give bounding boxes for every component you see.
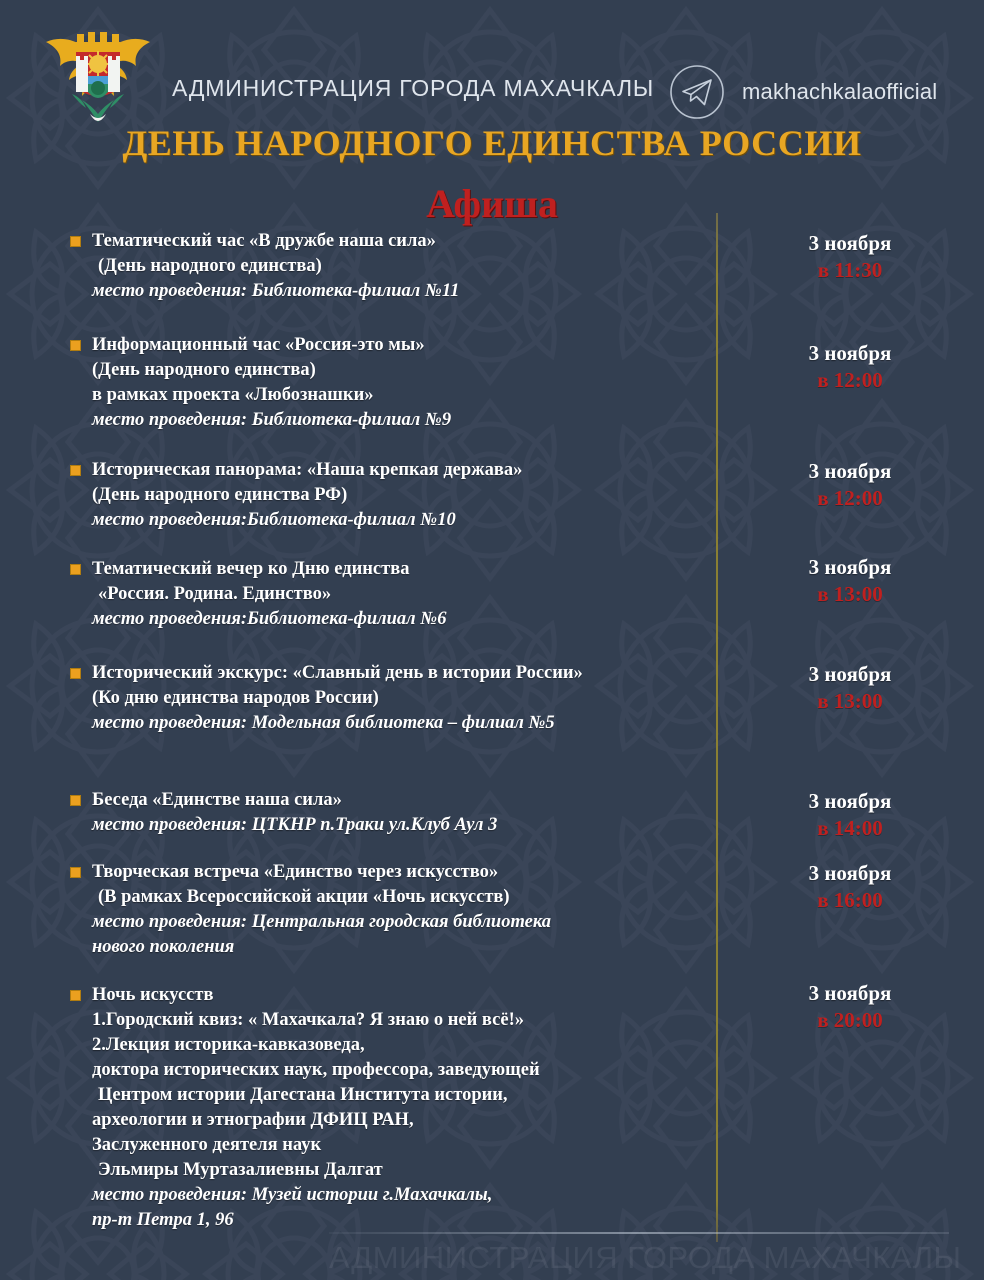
event-detail: (День народного единства РФ): [92, 485, 348, 505]
page-title: ДЕНЬ НАРОДНОГО ЕДИНСТВА РОССИИ: [122, 123, 862, 163]
event-detail: 2.Лекция историка-кавказоведа,: [92, 1035, 365, 1055]
page-subtitle: Афиша: [426, 181, 558, 226]
event-date: 3 ноября: [808, 555, 892, 579]
event-venue: место проведения: Библиотека-филиал №11: [92, 281, 460, 301]
event-venue: место проведения: ЦТКНР п.Траки ул.Клуб Аул 3: [92, 815, 498, 835]
event-venue: нового поколения: [92, 937, 235, 957]
organization-title: АДМИНИСТРАЦИЯ ГОРОДА МАХАЧКАЛЫ: [172, 75, 655, 101]
event-time: в 14:00: [817, 816, 883, 840]
event-venue: место проведения: Музей истории г.Махачкалы,: [92, 1185, 493, 1205]
event-venue: место проведения: Центральная городская библиотека: [92, 912, 551, 932]
bullet-square-icon: [70, 340, 81, 351]
event-detail: «Россия. Родина. Единство»: [98, 584, 332, 604]
bullet-square-icon: [70, 795, 81, 806]
telegram-handle-label: makhachkalaofficial: [742, 79, 938, 104]
event-text-lines: [92, 229, 710, 304]
event-title: Информационный час «Россия-это мы»: [92, 335, 425, 355]
event-title: Ночь искусств: [92, 985, 214, 1005]
event-venue: место проведения:Библиотека-филиал №10: [92, 510, 456, 530]
event-date: 3 ноября: [808, 789, 892, 813]
event-time: в 16:00: [817, 888, 883, 912]
event-item: [70, 333, 710, 433]
event-item: [70, 661, 710, 736]
event-item: [70, 860, 710, 960]
event-venue: место проведения: Библиотека-филиал №9: [92, 410, 452, 430]
event-time: в 11:30: [817, 258, 883, 282]
poster-header: [0, 24, 984, 116]
event-time: в 12:00: [817, 368, 883, 392]
event-time: в 13:00: [817, 689, 883, 713]
event-detail: Центром истории Дагестана Института истории,: [98, 1085, 508, 1105]
event-schedule: [716, 230, 984, 284]
event-schedule: [716, 554, 984, 608]
event-title: Творческая встреча «Единство через искусство»: [92, 862, 499, 882]
bullet-square-icon: [70, 465, 81, 476]
event-date: 3 ноября: [808, 231, 892, 255]
footer-watermark: АДМИНИСТРАЦИЯ ГОРОДА МАХАЧКАЛЫ: [329, 1240, 962, 1275]
event-date: 3 ноября: [808, 981, 892, 1005]
bullet-square-icon: [70, 867, 81, 878]
event-time: в 13:00: [817, 582, 883, 606]
event-venue: пр-т Петра 1, 96: [92, 1210, 234, 1230]
event-schedule: [716, 458, 984, 512]
event-venue: место проведения:Библиотека-филиал №6: [92, 609, 447, 629]
event-date: 3 ноября: [808, 861, 892, 885]
event-title: Историческая панорама: «Наша крепкая держава»: [92, 460, 523, 480]
event-text-lines: [92, 860, 710, 960]
event-detail: археологии и этнографии ДФИЦ РАН,: [92, 1110, 414, 1130]
event-title: Беседа «Единстве наша сила»: [92, 790, 342, 810]
event-schedule: [716, 980, 984, 1034]
event-schedule: [716, 788, 984, 842]
event-date: 3 ноября: [808, 459, 892, 483]
event-time: в 20:00: [817, 1008, 883, 1032]
makhachkala-coat-of-arms-icon: [36, 26, 160, 130]
telegram-channel-link[interactable]: [668, 63, 937, 121]
event-text-lines: [92, 788, 710, 838]
event-text-lines: [92, 458, 710, 533]
event-schedule: [716, 340, 984, 394]
event-text-lines: [92, 983, 710, 1233]
event-detail: (День народного единства): [92, 360, 316, 380]
bullet-square-icon: [70, 236, 81, 247]
event-date: 3 ноября: [808, 341, 892, 365]
bullet-square-icon: [70, 668, 81, 679]
footer-divider: [329, 1232, 949, 1234]
telegram-paper-plane-icon: [668, 63, 726, 121]
event-schedule: [716, 661, 984, 715]
event-venue: место проведения: Модельная библиотека – филиал №5: [92, 713, 555, 733]
bullet-square-icon: [70, 564, 81, 575]
event-detail: Эльмиры Муртазалиевны Далгат: [98, 1160, 383, 1180]
event-text-lines: [92, 661, 710, 736]
event-item: [70, 788, 710, 838]
event-detail: в рамках проекта «Любознашки»: [92, 385, 374, 405]
event-detail: (В рамках Всероссийской акции «Ночь искусств): [98, 887, 510, 907]
event-text-lines: [92, 333, 710, 433]
event-title: Тематический час «В дружбе наша сила»: [92, 231, 436, 251]
event-detail: доктора исторических наук, профессора, заведующей: [92, 1060, 540, 1080]
event-item: [70, 557, 710, 632]
event-title: Исторический экскурс: «Славный день в истории России»: [92, 663, 583, 683]
event-item: [70, 458, 710, 533]
event-text-lines: [92, 557, 710, 632]
event-date: 3 ноября: [808, 662, 892, 686]
event-detail: (День народного единства): [98, 256, 322, 276]
event-detail: Заслуженного деятеля наук: [92, 1135, 322, 1155]
event-title: Тематический вечер ко Дню единства: [92, 559, 410, 579]
bullet-square-icon: [70, 990, 81, 1001]
event-detail: (Ко дню единства народов России): [92, 688, 379, 708]
event-item: [70, 983, 710, 1233]
event-schedule: [716, 860, 984, 914]
event-time: в 12:00: [817, 486, 883, 510]
event-item: [70, 229, 710, 304]
event-detail: 1.Городский квиз: « Махачкала? Я знаю о ней всё!»: [92, 1010, 524, 1030]
